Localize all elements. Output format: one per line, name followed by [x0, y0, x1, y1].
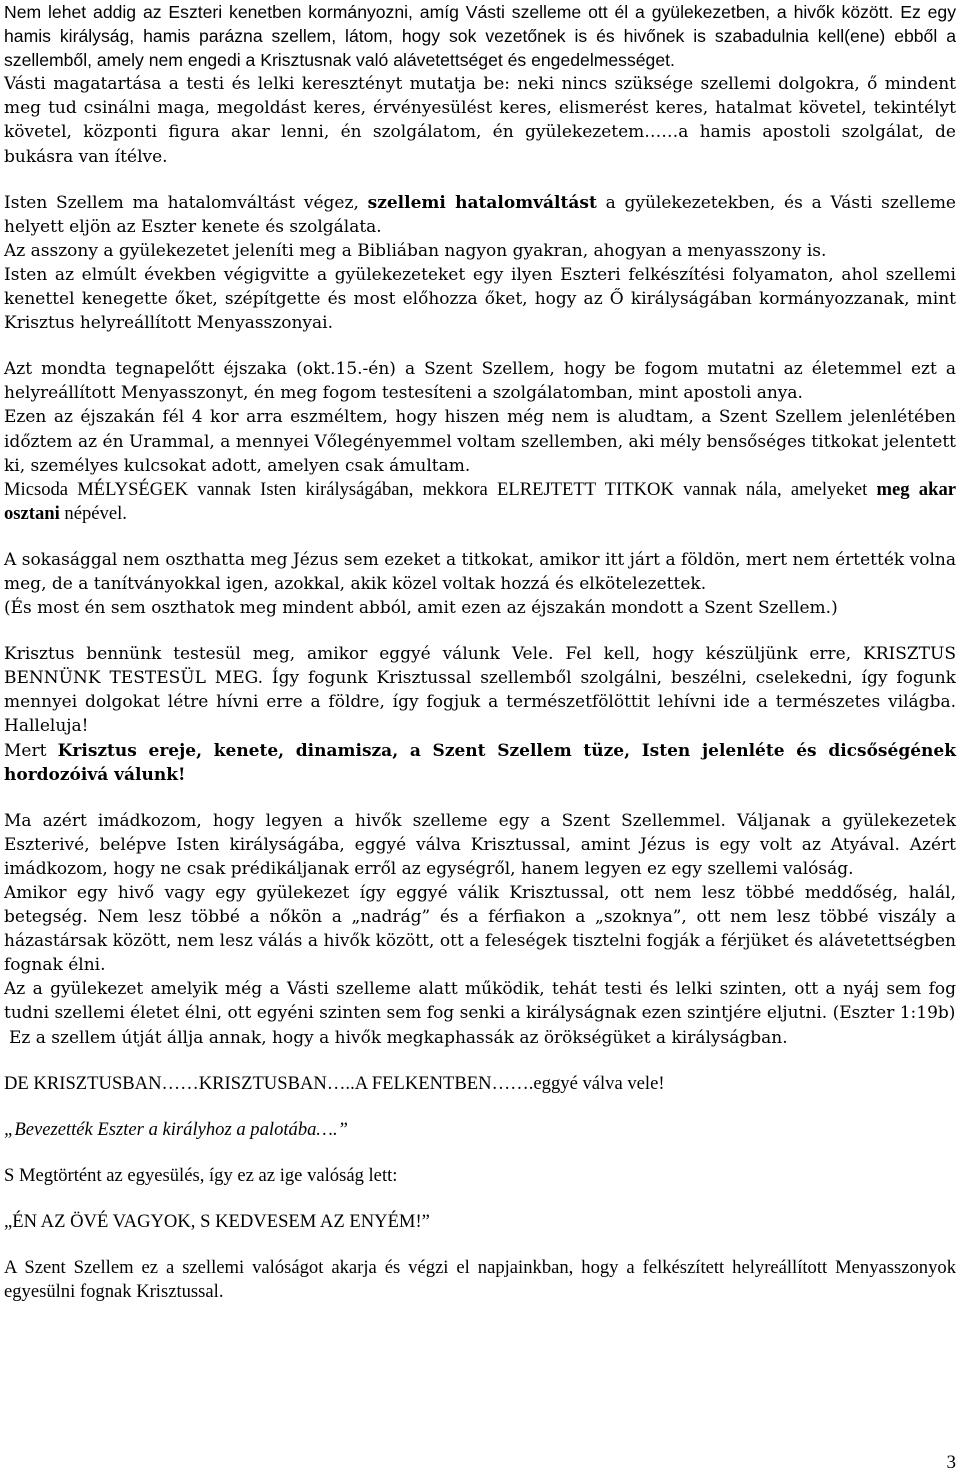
text-run: népével.: [59, 502, 127, 524]
text-run: Mert: [4, 740, 58, 761]
paragraph: A Szent Szellem ez a szellemi valóságot akarja és végzi el napjainkban, hogy a felkészített helyreállított Menyasszonyok egyesülni fognak Krisztussal.: [4, 1257, 956, 1303]
paragraph: [4, 478, 956, 526]
paragraph: (És most én sem oszthatok meg mindent abból, amit ezen az éjszakán mondott a Szent Szellem.): [4, 598, 838, 619]
paragraph: Nem lehet addig az Eszteri kenetben kormányozni, amíg Vásti szelleme ott él a gyülekezetben, a hivők között. Ez egy hamis királyság, hamis parázna szellem, látom, hogy sok vezetőnek is és hivőnek is szabadulnia kell(ene) ebből a szellemből, amely nem engedi a Krisztusnak való alávetettséget és engedelmességet.: [4, 2, 956, 71]
paragraph: [4, 739, 956, 787]
bold-text: meg akar osztani: [4, 478, 956, 524]
paragraph: [4, 191, 956, 239]
paragraph: Az a gyülekezet amelyik még a Vásti szelleme alatt működik, tehát testi és lelki szinten, ott a nyáj sem fog tudni szellemi életet élni, ott egyéni szinten sem fog senki a királyságnak ezen szintjére eljutni. (Eszter 1:19b): [4, 979, 956, 1024]
quote: [4, 1118, 956, 1142]
paragraph: Vásti magatartása a testi és lelki keresztényt mutatja be: neki nincs szüksége szellemi dolgokra, ő mindent meg tud csinálni maga, megoldást keres, érvényesülést keres, elismerést keres, hatalmat követel, tekintélyt követel, központi figura akar lenni, én szolgálatom, én gyülekezetem……a hamis apostoli szolgálat, de bukásra van ítélve.: [4, 74, 956, 167]
paragraph: Ma azért imádkozom, hogy legyen a hivők szelleme egy a Szent Szellemmel. Váljanak a gyülekezetek Eszterivé, belépve Isten királyságába, eggyé válva Krisztussal, amint Jézus is egy volt az Atyával. Azért imádkozom, hogy ne csak prédikáljanak erről az egységről, hanem legyen ez egy szellemi valóság.: [4, 810, 956, 879]
quote: „ÉN AZ ÖVÉ VAGYOK, S KEDVESEM AZ ENYÉM!”: [4, 1210, 430, 1232]
paragraph: Krisztus bennünk testesül meg, amikor eggyé válunk Vele. Fel kell, hogy készüljünk erre, KRISZTUS BENNÜNK TESTESÜL MEG. Így fogunk Krisztussal szellemből szolgálni, beszélni, cselekedni, így fogunk mennyei dolgokat létre hívni erre a földre, így fogjuk a természetfölöttit lehívni ide a természetes világba. Halleluja!: [4, 644, 956, 737]
bold-text: szellemi hatalomváltást: [367, 192, 597, 213]
page-number: 3: [946, 1452, 956, 1473]
paragraph: Ezen az éjszakán fél 4 kor arra eszméltem, hogy hiszen még nem is aludtam, a Szent Szellem jelenlétében időztem az én Urammal, a mennyei Vőlegényemmel voltam szellemben, aki mély bensőséges titkokat jelentett ki, személyes kulcsokat adott, amelyen csak ámultam.: [4, 407, 956, 476]
paragraph: DE KRISZTUSBAN……KRISZTUSBAN…..A FELKENTBEN…….eggyé válva vele!: [4, 1072, 665, 1094]
paragraph: S Megtörtént az egyesülés, így ez az ige valóság lett:: [4, 1164, 398, 1186]
bold-text: Krisztus ereje, kenete, dinamisza, a Szent Szellem tüze, Isten jelenléte és dicsőségének hordozóivá válunk!: [4, 740, 956, 785]
paragraph: Ez a szellem útját állja annak, hogy a hivők megkaphassák az örökségüket a királyságban.: [9, 1027, 788, 1048]
paragraph: Isten az elmúlt években végigvitte a gyülekezeteket egy ilyen Eszteri felkészítési folyamaton, ahol szellemi kenettel kenegette őket, szépítgette és most előhozza őket, hogy az Ő királyságában kormányozzanak, mint Krisztus helyreállított Menyasszonyai.: [4, 264, 956, 334]
paragraph: A sokasággal nem oszthatta meg Jézus sem ezeket a titkokat, amikor itt járt a földön, mert nem értették volna meg, de a tanítványokkal igen, azokkal, akik közel voltak hozzá és elkötelezettek.: [4, 549, 956, 594]
paragraph: Amikor egy hivő vagy egy gyülekezet így eggyé válik Krisztussal, ott nem lesz többé meddőség, halál, betegség. Nem lesz többé a nőkön a „nadrág” és a férfiakon a „szoknya”, ott nem lesz többé viszály a házastársak között, nem lesz válás a hivők között, ott a feleségek tisztelni fogják a férjüket és alávetettségben fognak élni.: [4, 883, 956, 976]
text-run: a gyülekezetekben, és a Vásti szelleme helyett eljön az Eszter kenete és szolgálata.: [4, 192, 956, 237]
text-run: Isten Szellem ma hatalomváltást végez,: [4, 192, 368, 213]
page-content: [4, 0, 956, 1304]
paragraph: Az asszony a gyülekezetet jeleníti meg a Bibliában nagyon gyakran, ahogyan a menyasszony is.: [4, 240, 827, 261]
text-run: Micsoda MÉLYSÉGEK vannak Isten királyságában, mekkora ELREJTETT TITKOK vannak nála, amelyeket: [4, 478, 877, 500]
italic-text: „Bevezették Eszter a királyhoz a palotába….”: [4, 1118, 348, 1140]
paragraph: Azt mondta tegnapelőtt éjszaka (okt.15.-én) a Szent Szellem, hogy be fogom mutatni az életemmel ezt a helyreállított Menyasszonyt, én meg fogom testesíteni a szolgálatomban, mint apostoli anya.: [4, 359, 956, 404]
